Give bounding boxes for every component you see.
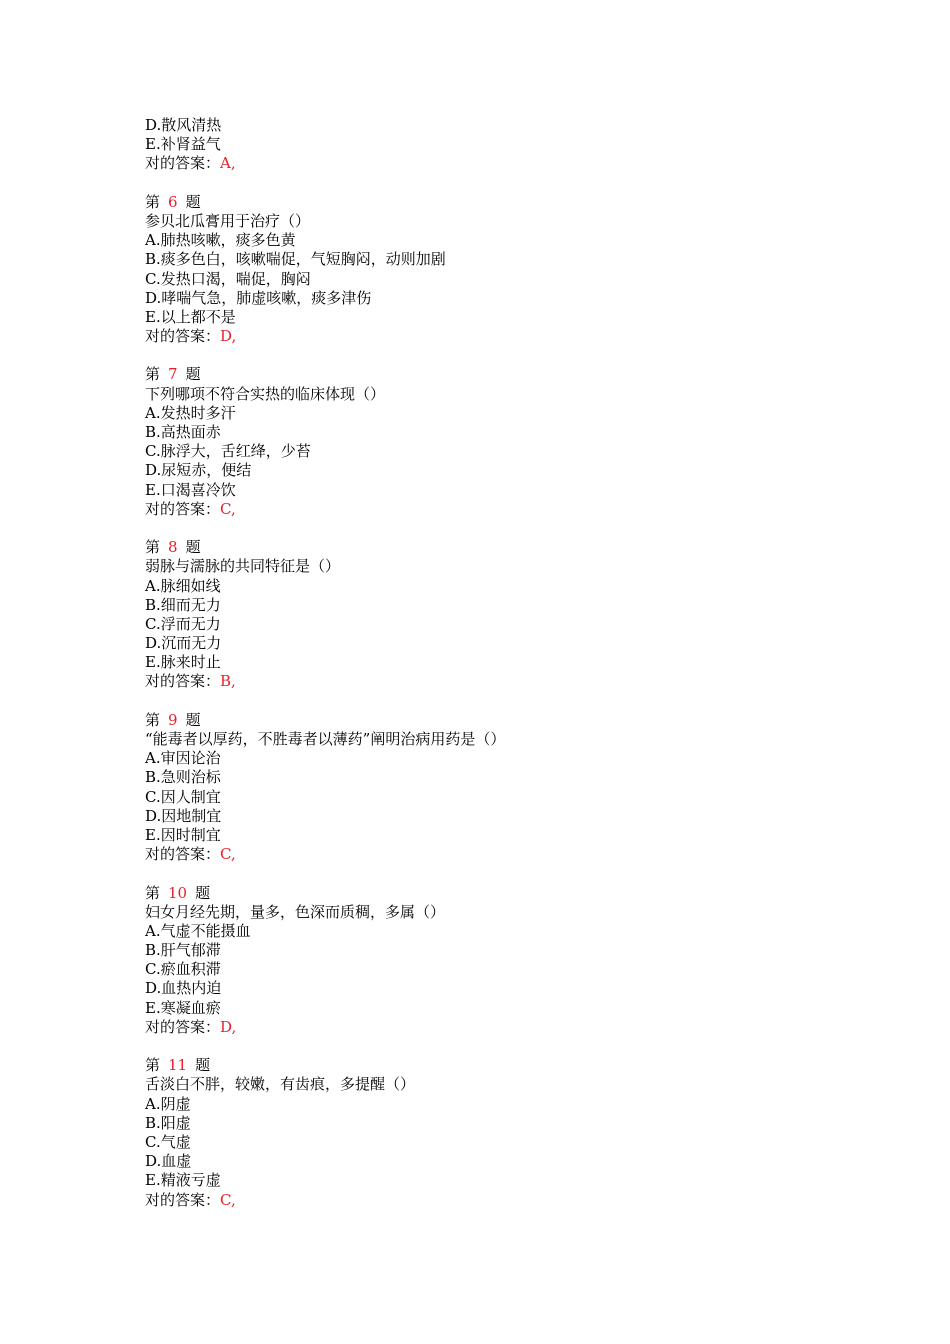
answer-label: 对的答案：	[145, 672, 221, 691]
answer-line	[145, 1191, 845, 1210]
question-prefix: 第	[145, 192, 161, 211]
option-line: E.补肾益气	[145, 135, 221, 154]
question-header	[145, 884, 845, 903]
answer-line	[145, 154, 845, 173]
option-line: B.高热面赤	[145, 423, 221, 441]
question-suffix: 题	[195, 1056, 211, 1075]
option-line: E.口渴喜冷饮	[145, 480, 236, 499]
question-number: 9	[168, 710, 178, 729]
answer-value: D,	[220, 1017, 237, 1036]
option-line: E.精液亏虚	[145, 1171, 221, 1190]
option-line: D.哮喘气急，肺虚咳嗽，痰多津伤	[145, 288, 372, 307]
answer-value: D,	[220, 327, 237, 346]
question-block	[145, 365, 845, 519]
option-line: B.阳虚	[145, 1113, 191, 1132]
option-line: D.血虚	[145, 1152, 192, 1171]
answer-value: C,	[220, 499, 236, 518]
question-prefix: 第	[145, 365, 161, 384]
answer-label: 对的答案：	[145, 327, 221, 346]
question-stem: 舌淡白不胖，较嫩，有齿痕，多提醒（）	[145, 1075, 416, 1094]
question-prefix: 第	[145, 1056, 161, 1075]
answer-line	[145, 1018, 845, 1037]
option-line: A.审因论治	[145, 749, 221, 768]
answer-value: C,	[220, 1190, 236, 1209]
answer-label: 对的答案：	[145, 499, 221, 518]
option-line: C.脉浮大，舌红绛，少苔	[145, 442, 311, 461]
spacer	[145, 519, 845, 538]
question-suffix: 题	[185, 192, 201, 211]
spacer	[145, 1037, 845, 1056]
option-line: E.因时制宜	[145, 825, 221, 844]
spacer	[145, 864, 845, 883]
answer-line	[145, 672, 845, 691]
option-line: A.脉细如线	[145, 576, 221, 595]
question-number: 6	[168, 192, 178, 211]
question-stem: 妇女月经先期，量多，色深而质稠，多属（）	[145, 902, 446, 921]
question-list	[145, 116, 845, 1210]
answer-label: 对的答案：	[145, 1017, 221, 1036]
answer-value: B,	[220, 672, 236, 691]
option-line: C.发热口渴，喘促，胸闷	[145, 269, 311, 288]
question-block	[145, 884, 845, 1038]
question-stem: 参贝北瓜膏用于治疗（）	[145, 211, 311, 230]
answer-value: C,	[220, 845, 236, 864]
question-stem: 弱脉与濡脉的共同特征是（）	[145, 557, 341, 576]
question-prefix: 第	[145, 883, 161, 902]
question-stem: “能毒者以厚药，不胜毒者以薄药”阐明治病用药是（）	[145, 730, 506, 748]
answer-label: 对的答案：	[145, 845, 221, 864]
question-block	[145, 538, 845, 692]
option-line: D.尿短赤，便结	[145, 461, 252, 480]
question-number: 10	[168, 883, 188, 902]
option-line: B.急则治标	[145, 768, 221, 787]
question-header	[145, 538, 845, 557]
answer-line	[145, 845, 845, 864]
question-block-partial	[145, 116, 845, 174]
option-line: D.血热内迫	[145, 979, 222, 998]
option-line: E.脉来时止	[145, 653, 221, 672]
question-suffix: 题	[185, 538, 201, 557]
option-line: A.发热时多汗	[145, 403, 236, 422]
question-suffix: 题	[195, 883, 211, 902]
question-number: 7	[168, 365, 178, 384]
spacer	[145, 346, 845, 365]
option-line: D.因地制宜	[145, 806, 222, 825]
question-prefix: 第	[145, 538, 161, 557]
option-line: A.气虚不能摄血	[145, 921, 251, 940]
question-header	[145, 365, 845, 384]
question-header	[145, 711, 845, 730]
option-line: B.痰多色白，咳嗽喘促，气短胸闷，动则加剧	[145, 250, 446, 269]
option-line: E.以上都不是	[145, 307, 236, 326]
option-line: B.细而无力	[145, 595, 221, 614]
spacer	[145, 692, 845, 711]
answer-value: A,	[220, 154, 236, 173]
answer-label: 对的答案：	[145, 154, 221, 173]
option-line: E.寒凝血瘀	[145, 998, 221, 1017]
option-line: C.浮而无力	[145, 614, 221, 633]
question-prefix: 第	[145, 710, 161, 729]
question-block	[145, 711, 845, 865]
question-block	[145, 193, 845, 347]
option-line: C.因人制宜	[145, 787, 221, 806]
question-number: 8	[168, 538, 178, 557]
question-block	[145, 1056, 845, 1210]
option-line: D.散风清热	[145, 116, 222, 134]
question-suffix: 题	[185, 710, 201, 729]
option-line: B.肝气郁滞	[145, 941, 221, 960]
option-line: C.瘀血积滞	[145, 960, 221, 979]
answer-label: 对的答案：	[145, 1190, 221, 1209]
option-line: A.阴虚	[145, 1094, 191, 1113]
option-line: D.沉而无力	[145, 634, 222, 653]
option-line: C.气虚	[145, 1132, 191, 1151]
spacer	[145, 174, 845, 193]
question-suffix: 题	[185, 365, 201, 384]
answer-line	[145, 327, 845, 346]
question-number: 11	[168, 1056, 188, 1075]
question-header	[145, 1056, 845, 1075]
option-line: A.肺热咳嗽，痰多色黄	[145, 231, 296, 250]
answer-line	[145, 500, 845, 519]
question-header	[145, 193, 845, 212]
question-stem: 下列哪项不符合实热的临床体现（）	[145, 384, 386, 403]
